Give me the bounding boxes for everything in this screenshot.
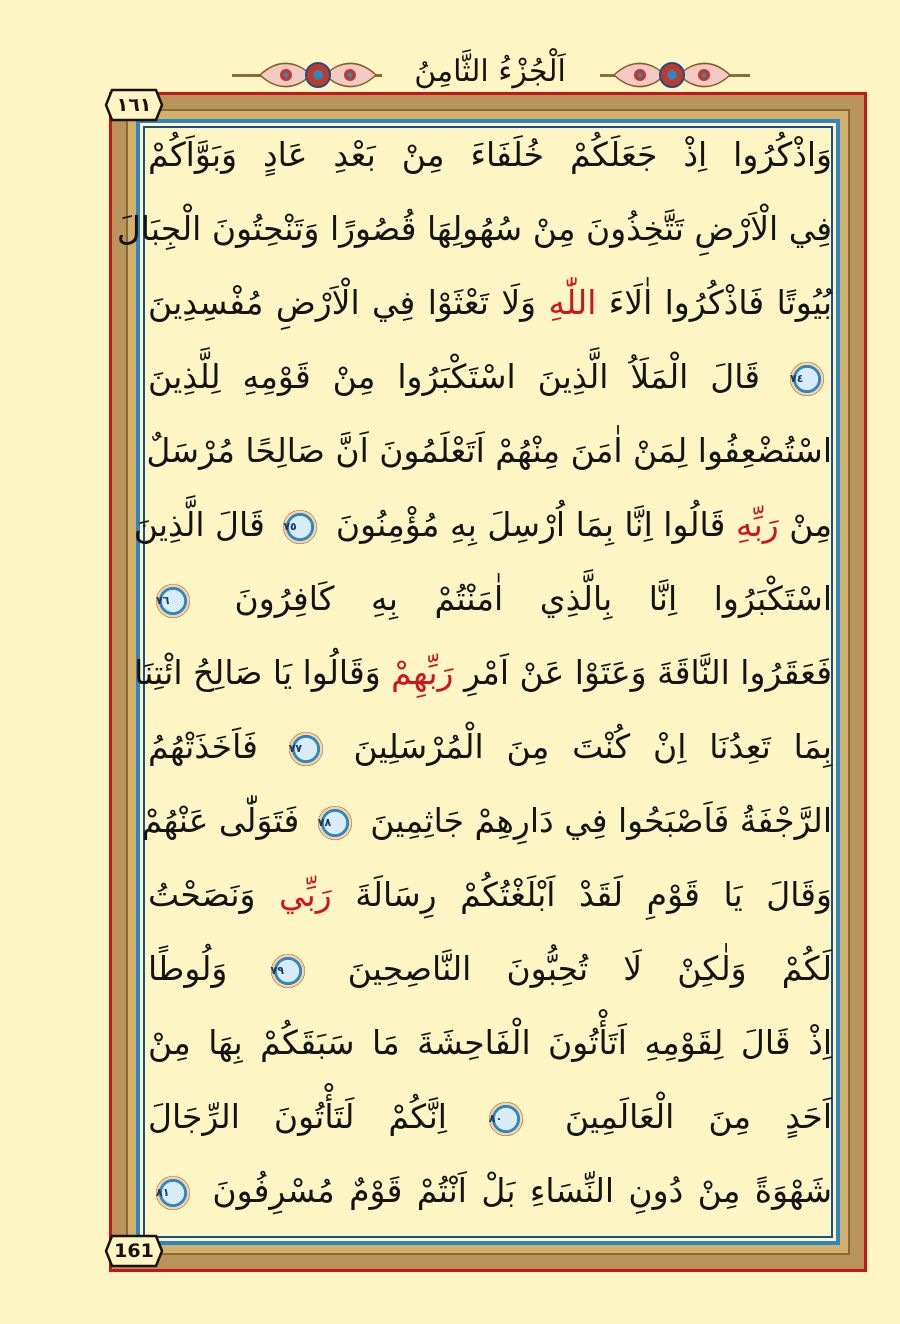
page-number-bottom: [104, 1234, 164, 1268]
ayah-number-marker: [289, 732, 323, 766]
quran-text-body: [116, 118, 833, 1228]
text-line: [148, 562, 832, 636]
verse-text: الرَّجْفَةُ فَاَصْبَحُوا فِي دَارِهِمْ جَاثِمِينَ: [359, 801, 832, 840]
page-number-bottom-text: 161: [114, 1240, 154, 1262]
verse-text: اسْتُضْعِفُوا لِمَنْ اٰمَنَ مِنْهُمْ اَتَعْلَمُونَ اَنَّ صَالِحًا مُرْسَلٌ: [146, 431, 832, 470]
verse-text: وَقَالُوا يَا صَالِحُ ائْتِنَا: [134, 653, 392, 692]
ayah-number-text: ٨٠: [488, 1111, 503, 1125]
ayah-number-marker: [283, 510, 317, 544]
text-line: [148, 932, 832, 1006]
ayah-number-text: ٧٩: [270, 963, 284, 977]
verse-text: فَتَوَلّٰى عَنْهُمْ: [141, 801, 310, 840]
ayah-number-marker: [156, 1176, 190, 1210]
verse-text: قَالَ الَّذِينَ: [133, 505, 276, 544]
verse-text: اسْتَكْبَرُوا اِنَّا بِالَّذِي اٰمَنْتُمْ بِهِ كَافِرُونَ: [198, 579, 832, 618]
text-line: [148, 266, 832, 340]
verse-text: وَلُوطًا: [148, 949, 263, 988]
juz-title: اَلْجُزْءُ الثَّامِنُ: [414, 54, 566, 89]
text-line: [148, 414, 832, 488]
ayah-number-marker: [790, 362, 824, 396]
ayah-number-marker: [271, 954, 305, 988]
text-line: [148, 710, 832, 784]
verse-text: بُيُوتًا فَاذْكُرُوا اٰلَاءَ: [596, 283, 833, 322]
verse-text: لَكُمْ وَلٰكِنْ لَا تُحِبُّونَ النَّاصِحِينَ: [312, 949, 832, 988]
ayah-number-text: ٨١: [156, 1185, 170, 1199]
ornament-left-icon: [258, 56, 378, 94]
ornament-right-icon: [612, 56, 732, 94]
divine-name-text: رَبِّهِ: [735, 505, 779, 544]
verse-text: قَالُوا اِنَّا بِمَا اُرْسِلَ بِهِ مُؤْمِنُونَ: [325, 505, 736, 544]
verse-text: وَلَا تَعْثَوْا فِي الْاَرْضِ مُفْسِدِينَ: [148, 283, 549, 322]
text-line: [148, 340, 832, 414]
text-line: [148, 858, 832, 932]
verse-text: وَنَصَحْتُ: [148, 875, 279, 914]
ayah-number-text: ٧٥: [283, 519, 297, 533]
text-line: [141, 784, 832, 858]
verse-text: وَاذْكُرُوا اِذْ جَعَلَكُمْ خُلَفَاءَ مِنْ بَعْدِ عَادٍ وَبَوَّاَكُمْ: [148, 135, 832, 174]
divine-name-text: رَبِّهِمْ: [391, 653, 454, 692]
ayah-number-text: ٧٦: [156, 593, 170, 607]
verse-text: اِذْ قَالَ لِقَوْمِهِ اَتَأْتُونَ الْفَاحِشَةَ مَا سَبَقَكُمْ بِهَا مِنْ: [148, 1023, 832, 1062]
ayah-number-text: ٧٤: [790, 371, 804, 385]
divine-name-text: رَبِّي: [279, 875, 332, 914]
page-number-top-text: ١٦١: [116, 94, 152, 116]
verse-text: بِمَا تَعِدُنَا اِنْ كُنْتَ مِنَ الْمُرْسَلِينَ: [330, 727, 832, 766]
verse-text: مِنْ: [778, 505, 832, 544]
text-line: [148, 1080, 832, 1154]
text-line: [134, 636, 832, 710]
verse-text: فِي الْاَرْضِ تَتَّخِذُونَ مِنْ سُهُولِهَا قُصُورًا وَتَنْحِتُونَ الْجِبَالَ: [116, 209, 832, 248]
text-line: [116, 192, 832, 266]
ayah-number-text: ٧٨: [317, 815, 332, 829]
divine-name-text: اللّٰهِ: [548, 283, 597, 322]
verse-text: فَعَقَرُوا النَّاقَةَ وَعَتَوْا عَنْ اَمْرِ: [453, 653, 832, 692]
page-number-top: [104, 88, 164, 122]
ayah-number-marker: [156, 584, 190, 618]
text-line: [133, 488, 832, 562]
text-line: [148, 118, 832, 192]
verse-text: اَحَدٍ مِنَ الْعَالَمِينَ: [530, 1097, 832, 1136]
text-line: [148, 1154, 832, 1228]
page-header: [0, 0, 900, 100]
verse-text: وَقَالَ يَا قَوْمِ لَقَدْ اَبْلَغْتُكُمْ رِسَالَةَ: [331, 875, 832, 914]
text-line: [148, 1006, 832, 1080]
ayah-number-text: ٧٧: [288, 741, 303, 755]
verse-text: قَالَ الْمَلَاُ الَّذِينَ اسْتَكْبَرُوا مِنْ قَوْمِهِ لِلَّذِينَ: [148, 357, 782, 396]
verse-text: اِنَّكُمْ لَتَأْتُونَ الرِّجَالَ: [148, 1097, 481, 1136]
ayah-number-marker: [318, 806, 352, 840]
verse-text: فَاَخَذَتْهُمُ: [148, 727, 281, 766]
verse-text: شَهْوَةً مِنْ دُونِ النِّسَاءِ بَلْ اَنْتُمْ قَوْمٌ مُسْرِفُونَ: [198, 1171, 832, 1210]
ayah-number-marker: [489, 1102, 523, 1136]
